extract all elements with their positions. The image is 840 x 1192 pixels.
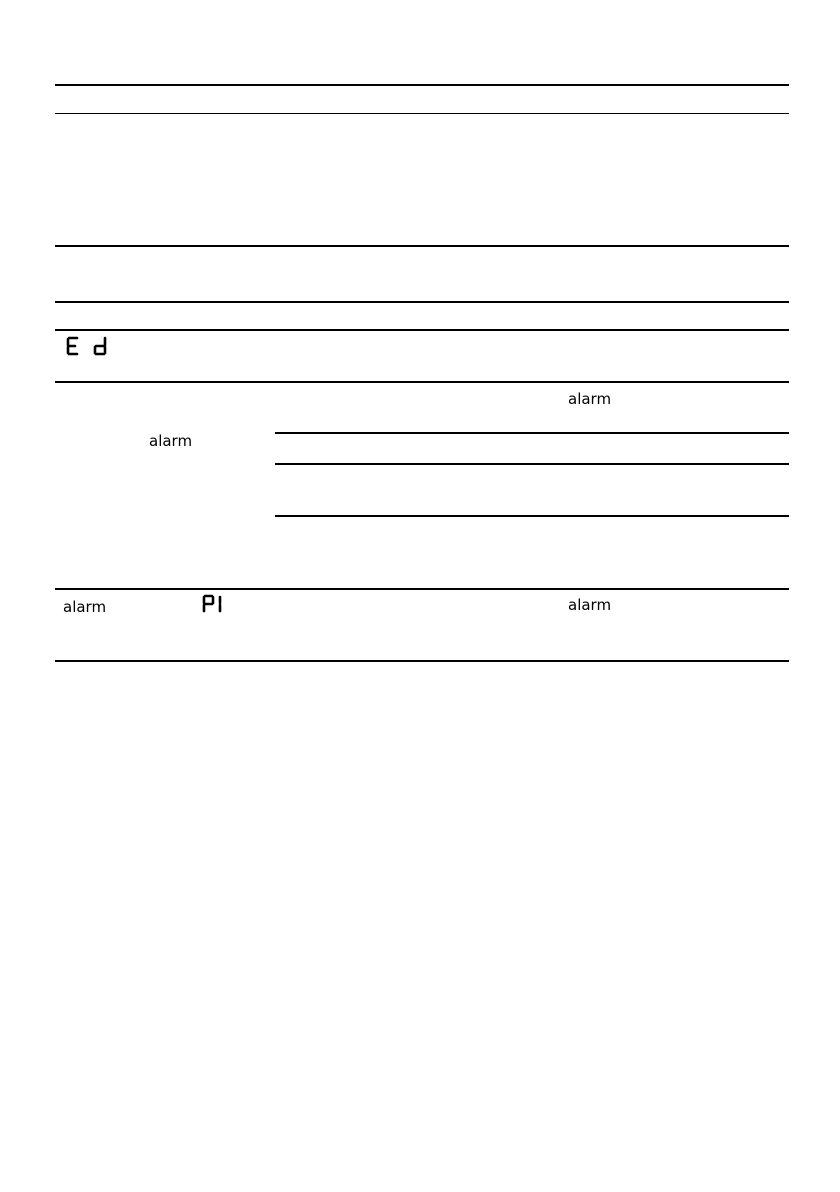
alarm-label-left-bottom: alarm [63, 598, 107, 616]
table-rule-row3 [55, 329, 789, 331]
alarm-label-right-top: alarm [568, 390, 612, 408]
table-rule-sub1 [275, 432, 789, 434]
table-rule-top [55, 84, 789, 86]
seven-segment-d-icon [93, 336, 107, 356]
table-rule-bottom [55, 660, 789, 662]
alarm-label-left-mid: alarm [149, 432, 193, 450]
table-rule-sub2 [275, 463, 789, 465]
table-rule-row5 [55, 588, 789, 590]
seven-segment-p1-icon [202, 594, 224, 614]
table-rule-row1 [55, 245, 789, 247]
table-rule-row4 [55, 381, 789, 383]
table-rule-row2 [55, 301, 789, 303]
seven-segment-e-icon [66, 336, 80, 356]
table-rule-header [55, 113, 789, 114]
alarm-label-right-bottom: alarm [568, 596, 612, 614]
table-rule-sub3 [275, 515, 789, 517]
